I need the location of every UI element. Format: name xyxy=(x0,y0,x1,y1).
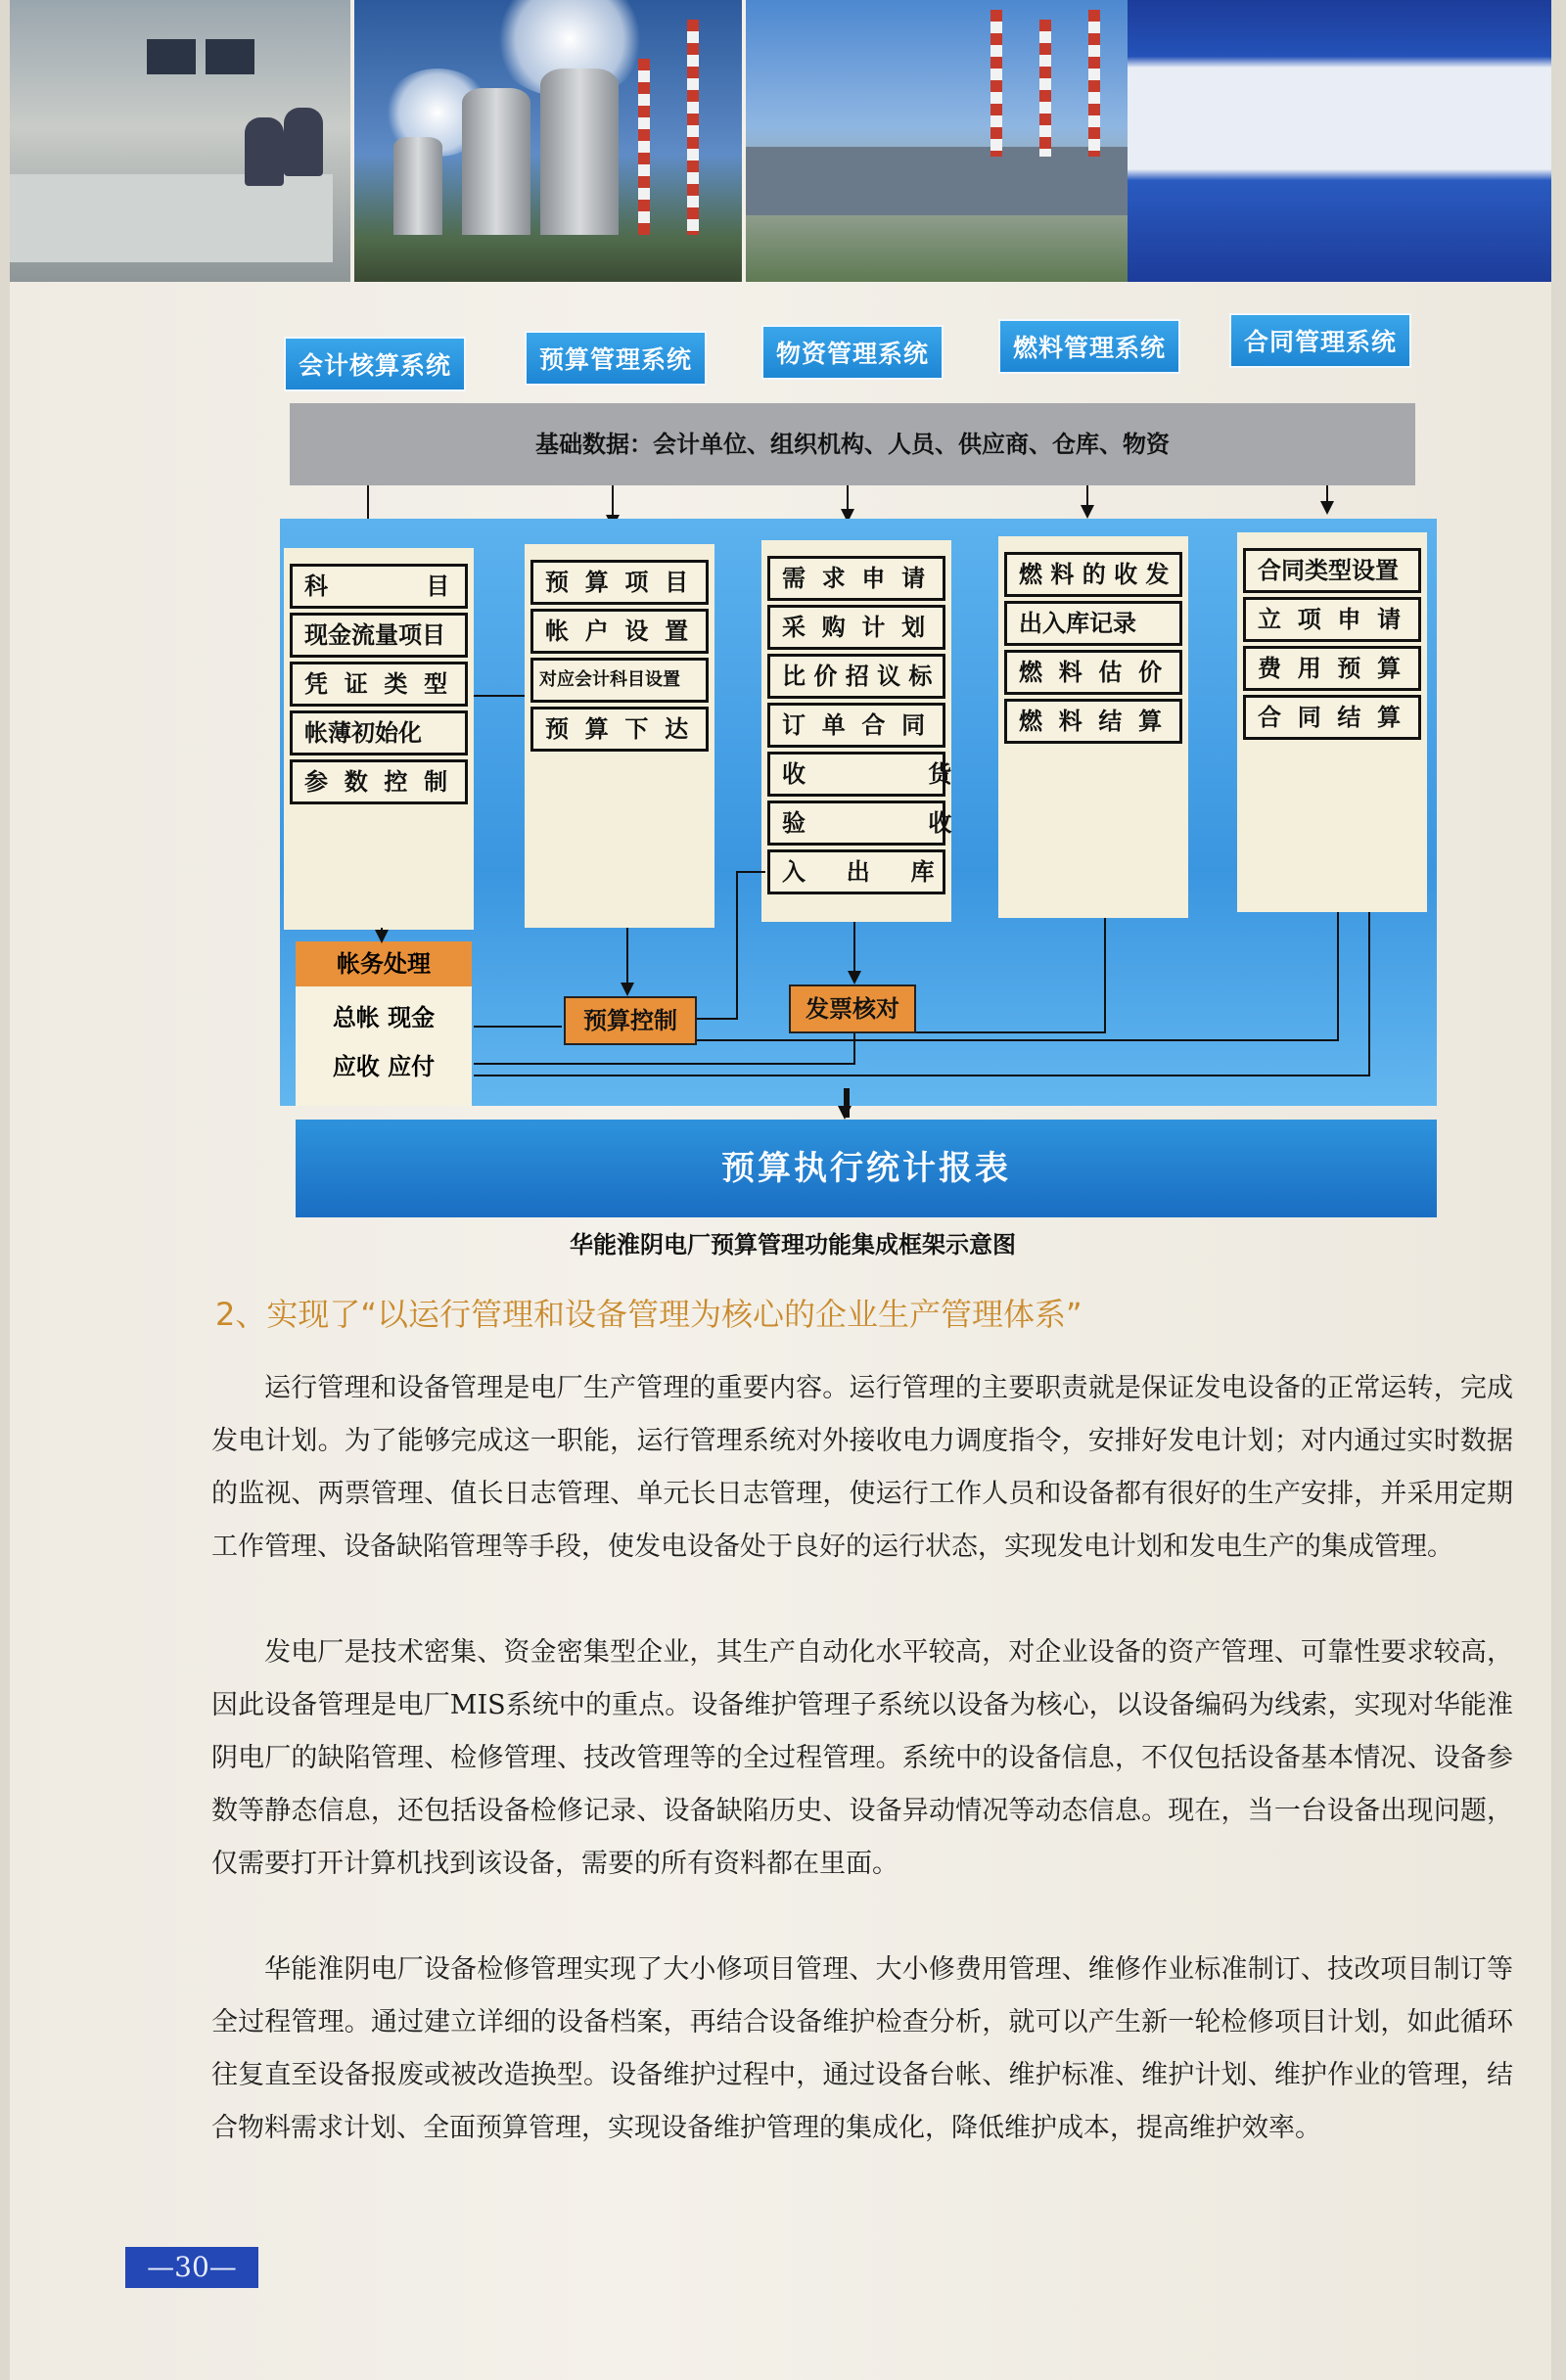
figure-caption: 华能淮阴电厂预算管理功能集成框架示意图 xyxy=(570,1231,1016,1259)
power-plant-photo xyxy=(746,0,1128,282)
contract-column xyxy=(1237,532,1427,912)
budget-control-box: 预算控制 xyxy=(564,996,697,1045)
system-budget: 预算管理系统 xyxy=(525,331,707,386)
contract-item: 合 同 结 算 xyxy=(1243,695,1421,740)
ledger-line: 总帐 现金 xyxy=(332,1004,436,1031)
fuel-column xyxy=(998,536,1188,918)
chimney xyxy=(687,20,699,235)
contract-item: 立 项 申 请 xyxy=(1243,597,1421,642)
fuel-item: 出入库记录 xyxy=(1004,601,1182,646)
accounting-item: 科 目 xyxy=(290,564,468,609)
fuel-item: 燃 料 的 收 发 xyxy=(1004,552,1182,597)
chimney xyxy=(990,10,1002,157)
operator-figure xyxy=(245,117,284,186)
cooling-tower xyxy=(393,137,442,235)
accounting-column xyxy=(284,548,474,930)
arrow-down-icon xyxy=(1326,485,1328,513)
budget-item: 帐 户 设 置 xyxy=(530,609,709,654)
accounting-item: 现金流量项目 xyxy=(290,613,468,658)
connector-line xyxy=(474,1075,1370,1076)
material-item: 比 价 招 议 标 xyxy=(767,654,945,699)
system-fuel: 燃料管理系统 xyxy=(998,319,1180,374)
system-material: 物资管理系统 xyxy=(761,325,944,380)
page-number: —30— xyxy=(125,2247,258,2288)
connector-line xyxy=(474,1063,853,1065)
accounting-item: 凭 证 类 型 xyxy=(290,662,468,707)
cooling-tower xyxy=(462,88,530,235)
ledger-line: 应收 应付 xyxy=(332,1053,436,1080)
operator-figure xyxy=(284,108,323,176)
arrow-down-icon xyxy=(1086,485,1088,517)
plant-buildings xyxy=(746,147,1128,215)
control-room-photo xyxy=(10,0,350,282)
chimney xyxy=(638,59,650,235)
material-item: 采 购 计 划 xyxy=(767,605,945,650)
invoice-check-box: 发票核对 xyxy=(789,984,916,1033)
connector-line xyxy=(697,1039,1339,1041)
connector-line xyxy=(736,871,738,1020)
base-data-bar: 基础数据：会计单位、组织机构、人员、供应商、仓库、物资 xyxy=(290,403,1415,485)
connector-line xyxy=(474,695,525,697)
budget-column xyxy=(525,544,714,928)
monitor-icon xyxy=(206,39,254,74)
arrow-down-icon xyxy=(626,928,628,994)
material-item: 收 货 xyxy=(767,752,945,797)
material-item: 需 求 申 请 xyxy=(767,556,945,601)
budget-item: 预 算 下 达 xyxy=(530,707,709,752)
blue-stripe-decoration xyxy=(1128,0,1551,282)
arrow-down-icon xyxy=(847,485,849,521)
section-heading: 2、实现了“以运行管理和设备管理为核心的企业生产管理体系” xyxy=(215,1296,1082,1333)
cooling-towers-photo xyxy=(354,0,742,282)
ledger-block xyxy=(296,941,472,1106)
console-desk xyxy=(10,174,333,262)
material-column xyxy=(761,540,951,922)
accounting-item: 参 数 控 制 xyxy=(290,759,468,804)
arrow-down-icon xyxy=(381,928,383,941)
budget-item: 预 算 项 目 xyxy=(530,560,709,605)
connector-line xyxy=(1368,912,1370,1076)
arrow-down-icon xyxy=(853,922,855,983)
cooling-tower xyxy=(540,69,619,235)
connector-line xyxy=(697,1018,736,1020)
material-item: 入 出 库 xyxy=(767,849,945,894)
body-paragraph: 运行管理和设备管理是电厂生产管理的重要内容。运行管理的主要职责就是保证发电设备的正常运转，完成发电计划。为了能够完成这一职能，运行管理系统对外接收电力调度指令，安排好发电计划；对内通过实时数据的监视、两票管理、值长日志管理、单元长日志管理，使运行工作人员和设备都有很好的生产安排，并采用定期工作管理、设备缺陷管理等手段，使发电设备处于良好的运行状态，实现发电计划和发电生产的集成管理。 xyxy=(211,1373,1513,1562)
contract-item: 费 用 预 算 xyxy=(1243,646,1421,691)
monitor-icon xyxy=(147,39,196,74)
material-item: 订 单 合 同 xyxy=(767,703,945,748)
connector-line xyxy=(853,1033,855,1065)
connector-line xyxy=(736,871,765,873)
body-paragraph: 发电厂是技术密集、资金密集型企业，其生产自动化水平较高，对企业设备的资产管理、可靠性要求较高，因此设备管理是电厂MIS系统中的重点。设备维护管理子系统以设备为核心，以设备编码为线索，实现对华能淮阴电厂的缺陷管理、检修管理、技改管理等的全过程管理。系统中的设备信息，不仅包括设备基本情况、设备参数等静态信息，还包括设备检修记录、设备缺陷历史、设备异动情况等动态信息。现在，当一台设备出现问题，仅需要打开计算机找到该设备，需要的所有资料都在里面。 xyxy=(211,1637,1513,1879)
book-page xyxy=(10,0,1551,2380)
chimney xyxy=(1088,10,1100,157)
connector-line xyxy=(474,1026,562,1028)
arrow-down-icon xyxy=(844,1088,850,1118)
ledger-title: 帐务处理 xyxy=(296,941,472,986)
connector-line xyxy=(1337,912,1339,1041)
contract-item: 合同类型设置 xyxy=(1243,548,1421,593)
connector-line xyxy=(916,1031,1106,1033)
body-paragraph: 华能淮阴电厂设备检修管理实现了大小修项目管理、大小修费用管理、维修作业标准制订、技改项目制订等全过程管理。通过建立详细的设备档案，再结合设备维护检查分析，就可以产生新一轮检修项目计划，如此循环往复直至设备报废或被改造换型。设备维护过程中，通过设备台帐、维护标准、维护计划、维护作业的管理，结合物料需求计划、全面预算管理，实现设备维护管理的集成化，降低维护成本，提高维护效率。 xyxy=(211,1954,1513,2143)
fuel-item: 燃 料 结 算 xyxy=(1004,699,1182,744)
accounting-item: 帐薄初始化 xyxy=(290,710,468,755)
fuel-item: 燃 料 估 价 xyxy=(1004,650,1182,695)
connector-line xyxy=(1104,918,1106,1031)
chimney xyxy=(1039,20,1051,157)
budget-item: 对应会计科目设置 xyxy=(530,658,709,703)
system-accounting: 会计核算系统 xyxy=(284,337,466,391)
material-item: 验 收 xyxy=(767,801,945,846)
system-contract: 合同管理系统 xyxy=(1229,313,1411,368)
budget-report-banner: 预算执行统计报表 xyxy=(296,1120,1437,1217)
